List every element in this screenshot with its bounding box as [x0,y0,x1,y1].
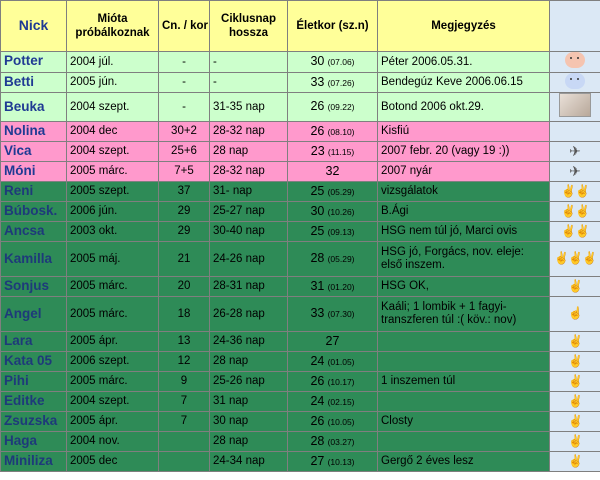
row-birthday: (11.15) [327,146,355,157]
crossed-fingers-2-icon: ✌✌ [550,221,600,241]
baby-girl-icon [550,52,600,73]
row-cycle-length: 25-26 nap [210,371,288,391]
row-note: 1 inszemen túl [378,371,550,391]
table-row [1,451,600,471]
row-nick: Betti [1,72,67,93]
table-row [1,241,600,276]
row-age [288,181,378,201]
table-row [1,72,600,93]
row-since: 2005 szept. [67,181,159,201]
header-icon [550,1,600,52]
row-nick: Beuka [1,93,67,122]
row-since: 2005 máj. [67,241,159,276]
row-age-value: 25 [310,183,325,198]
table-row [1,351,600,371]
header-cycle: Cn. / kor [159,1,210,52]
row-age-value: 25 [310,223,325,238]
row-cycle-length: 25-27 nap [210,201,288,221]
row-note: Closty [378,411,550,431]
table-row [1,161,600,181]
row-cycle-length: 24-34 nap [210,451,288,471]
row-note: B.Ági [378,201,550,221]
header-since: Mióta próbálkoznak [67,1,159,52]
row-age [288,371,378,391]
row-age [288,121,378,141]
row-age [288,241,378,276]
row-nick: Potter [1,52,67,73]
finger-up-icon: ☝ [550,296,600,331]
stork-icon: ✈ [550,161,600,181]
row-age [288,411,378,431]
row-age-value: 26 [310,123,325,138]
row-since: 2005 márc. [67,161,159,181]
row-nick: Nolina [1,121,67,141]
table-row [1,391,600,411]
row-cycle-length: 24-36 nap [210,331,288,351]
table-row [1,221,600,241]
row-cycle: - [159,72,210,93]
row-since: 2005 márc. [67,296,159,331]
row-note: Kaáli; 1 lombik + 1 fagyi-transzferen túl :( köv.: nov) [378,296,550,331]
row-cycle: 30+2 [159,121,210,141]
row-age [288,141,378,161]
row-age-value: 23 [310,143,325,158]
crossed-fingers-2-icon: ✌✌ [550,201,600,221]
row-age [288,221,378,241]
row-cycle-length: 28 nap [210,351,288,371]
crossed-fingers-3-icon: ✌✌✌ [550,241,600,276]
row-nick: Kata 05 [1,351,67,371]
row-age-value: 26 [310,99,325,114]
row-note: Kisfiú [378,121,550,141]
crossed-fingers-2-icon: ✌✌ [550,181,600,201]
row-cycle-length: 31 nap [210,391,288,411]
row-cycle-length: 28 nap [210,431,288,451]
row-cycle: 37 [159,181,210,201]
table-row [1,52,600,73]
row-birthday: (01.20) [327,281,355,292]
row-birthday: (01.05) [327,356,355,367]
header-row [1,1,600,52]
row-cycle-length: 31- nap [210,181,288,201]
row-age-value: 24 [310,393,325,408]
row-cycle-length: 24-26 nap [210,241,288,276]
row-nick: Editke [1,391,67,411]
row-age-value: 32 [325,163,340,178]
row-nick: Angel [1,296,67,331]
row-cycle: 21 [159,241,210,276]
row-birthday: (07.30) [327,309,355,320]
row-since: 2006 szept. [67,351,159,371]
table-row [1,93,600,122]
row-cycle: 7 [159,391,210,411]
row-age [288,451,378,471]
header-age: Életkor (sz.n) [288,1,378,52]
row-note: HSG nem túl jó, Marci ovis [378,221,550,241]
row-cycle: - [159,93,210,122]
row-nick: Kamilla [1,241,67,276]
row-note: 2007 febr. 20 (vagy 19 :)) [378,141,550,161]
row-cycle-length: - [210,72,288,93]
row-note [378,331,550,351]
row-age-value: 31 [310,278,325,293]
header-note: Megjegyzés [378,1,550,52]
table-row [1,331,600,351]
row-birthday: (10.05) [327,416,355,427]
row-note: HSG OK, [378,276,550,296]
row-note [378,351,550,371]
row-since: 2005 ápr. [67,331,159,351]
row-since: 2005 márc. [67,371,159,391]
row-age-value: 30 [310,53,325,68]
row-note: Péter 2006.05.31. [378,52,550,73]
row-age [288,72,378,93]
row-since: 2005 jún. [67,72,159,93]
table-row [1,411,600,431]
row-birthday: (10.13) [327,456,355,467]
row-nick: Lara [1,331,67,351]
row-age [288,296,378,331]
row-age [288,161,378,181]
row-note: vizsgálatok [378,181,550,201]
crossed-fingers-1-icon: ✌ [550,431,600,451]
row-nick: Miniliza [1,451,67,471]
row-nick: Móni [1,161,67,181]
table-row [1,141,600,161]
row-age-value: 26 [310,413,325,428]
row-nick: Vica [1,141,67,161]
row-age [288,276,378,296]
baby-photo-icon [550,93,600,122]
crossed-fingers-1-icon: ✌ [550,351,600,371]
row-nick: Sonjus [1,276,67,296]
row-since: 2004 szept. [67,93,159,122]
row-age-value: 33 [310,74,325,89]
header-cycle-length: Ciklusnap hossza [210,1,288,52]
row-since: 2004 dec [67,121,159,141]
row-since: 2005 dec [67,451,159,471]
row-cycle [159,451,210,471]
row-age-value: 30 [310,203,325,218]
row-nick: Búbosk. [1,201,67,221]
row-note: Botond 2006 okt.29. [378,93,550,122]
row-birthday: (05.29) [327,186,355,197]
row-cycle [159,431,210,451]
row-cycle: 9 [159,371,210,391]
row-cycle-length: 30-40 nap [210,221,288,241]
row-since: 2005 ápr. [67,411,159,431]
row-age [288,391,378,411]
row-age-value: 28 [310,433,325,448]
row-cycle-length: 28 nap [210,141,288,161]
crossed-fingers-1-icon: ✌ [550,276,600,296]
row-since: 2003 okt. [67,221,159,241]
row-age [288,331,378,351]
row-birthday: (10.17) [327,376,355,387]
row-birthday: (02.15) [327,396,355,407]
row-note: Gergő 2 éves lesz [378,451,550,471]
table-row [1,371,600,391]
row-birthday: (09.13) [327,226,355,237]
crossed-fingers-1-icon: ✌ [550,371,600,391]
row-note: HSG jó, Forgács, nov. eleje: első inszem. [378,241,550,276]
crossed-fingers-1-icon: ✌ [550,391,600,411]
row-since: 2005 márc. [67,276,159,296]
row-birthday: (07.26) [327,77,355,88]
row-since: 2004 júl. [67,52,159,73]
row-cycle-length: 28-32 nap [210,121,288,141]
row-birthday: (09.22) [327,102,355,113]
stork-icon: ✈ [550,141,600,161]
row-age [288,52,378,73]
table-row [1,276,600,296]
row-nick: Ancsa [1,221,67,241]
row-since: 2004 nov. [67,431,159,451]
row-since: 2006 jún. [67,201,159,221]
row-cycle: 20 [159,276,210,296]
row-age-value: 24 [310,353,325,368]
table-row [1,121,600,141]
row-cycle: 7 [159,411,210,431]
header-nick: Nick [1,1,67,52]
row-note: 2007 nyár [378,161,550,181]
row-note [378,431,550,451]
row-nick: Reni [1,181,67,201]
row-cycle-length: 28-32 nap [210,161,288,181]
row-cycle: 13 [159,331,210,351]
row-nick: Zsuzska [1,411,67,431]
row-age-value: 26 [310,373,325,388]
row-cycle-length: 26-28 nap [210,296,288,331]
row-note: Bendegúz Keve 2006.06.15 [378,72,550,93]
crossed-fingers-1-icon: ✌ [550,411,600,431]
row-cycle: 29 [159,201,210,221]
row-birthday: (03.27) [327,436,355,447]
row-cycle: 18 [159,296,210,331]
row-cycle-length: 28-31 nap [210,276,288,296]
row-cycle-length: 30 nap [210,411,288,431]
row-since: 2004 szept. [67,141,159,161]
row-nick: Haga [1,431,67,451]
row-age-value: 33 [310,306,325,321]
row-cycle: 7+5 [159,161,210,181]
table-row [1,431,600,451]
row-age [288,351,378,371]
row-cycle: 12 [159,351,210,371]
row-age-value: 27 [325,333,340,348]
table-row [1,181,600,201]
row-birthday: (10.26) [327,206,355,217]
row-cycle: 29 [159,221,210,241]
row-age [288,201,378,221]
row-age [288,93,378,122]
row-note [378,391,550,411]
row-since: 2004 szept. [67,391,159,411]
row-cycle-length: - [210,52,288,73]
row-birthday: (07.06) [327,56,355,67]
row-cycle: - [159,52,210,73]
table-row [1,296,600,331]
empty-icon-cell [550,121,600,141]
row-age [288,431,378,451]
crossed-fingers-1-icon: ✌ [550,451,600,471]
crossed-fingers-1-icon: ✌ [550,331,600,351]
row-birthday: (05.29) [327,254,355,265]
row-age-value: 27 [310,453,325,468]
row-birthday: (08.10) [327,126,355,137]
row-cycle: 25+6 [159,141,210,161]
row-nick: Pihi [1,371,67,391]
table-row [1,201,600,221]
baby-boy-icon [550,72,600,93]
row-cycle-length: 31-35 nap [210,93,288,122]
row-age-value: 28 [310,251,325,266]
